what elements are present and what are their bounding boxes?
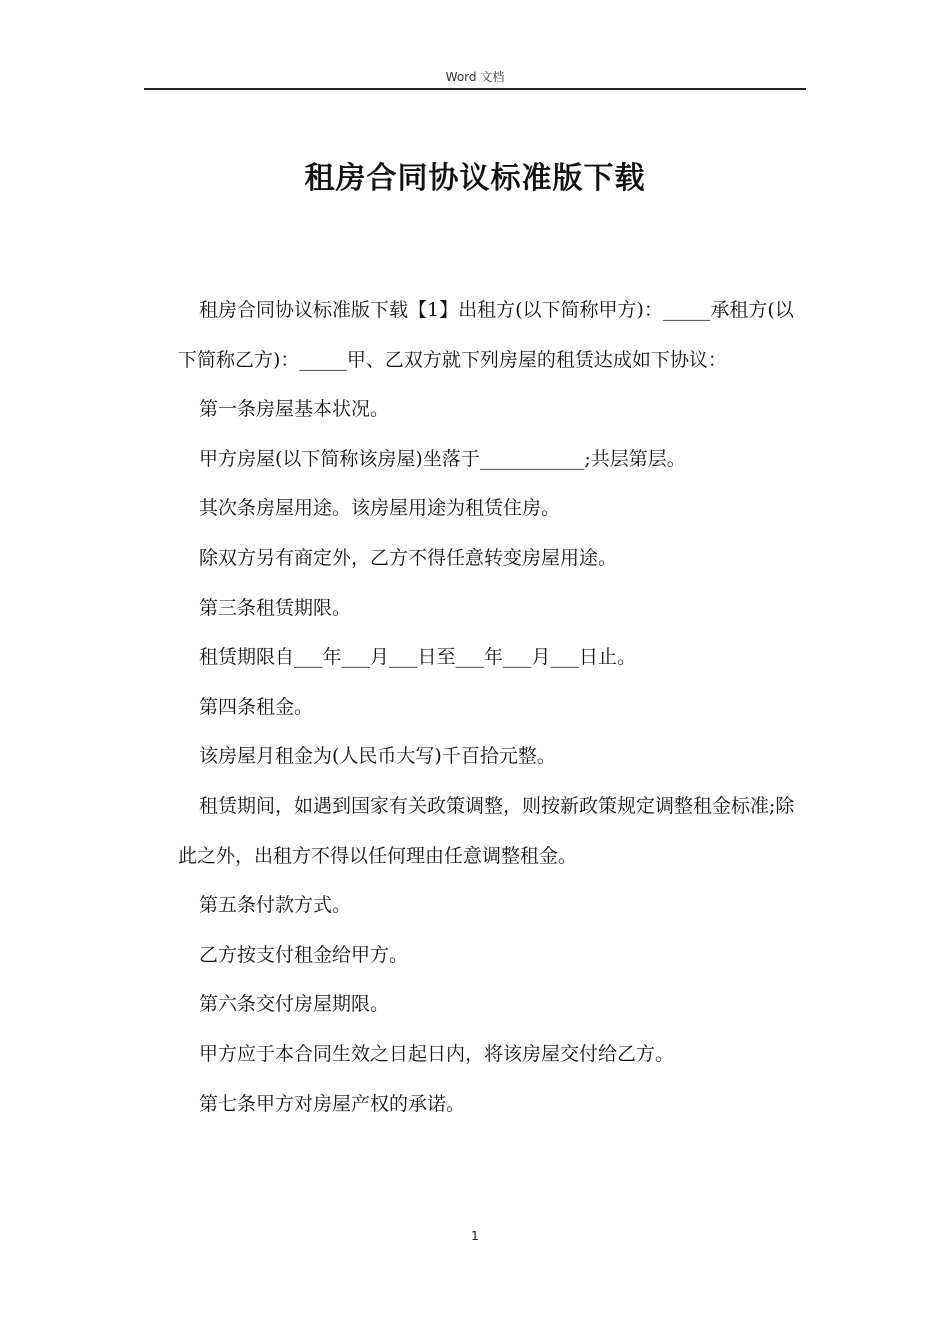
document-body xyxy=(178,286,808,1129)
document-title: 租房合同协议标准版下载 xyxy=(304,161,646,196)
paragraph-monthly-rent: 该房屋月租金为(人民币大写)千百拾元整。 xyxy=(199,745,556,768)
paragraph-rent-adjustment: 租赁期间，如遇到国家有关政策调整，则按新政策规定调整租金标准;除此之外，出租方不得以任何理由任意调整租金。 xyxy=(178,794,795,867)
paragraph-article-7-heading: 第七条甲方对房屋产权的承诺。 xyxy=(199,1092,466,1115)
header-label: Word 文档 xyxy=(445,70,505,84)
paragraph-usage-restriction: 除双方另有商定外，乙方不得任意转变房屋用途。 xyxy=(199,546,618,569)
paragraph-article-5-heading: 第五条付款方式。 xyxy=(199,894,352,917)
page-header xyxy=(144,66,806,90)
paragraph-article-2-usage: 其次条房屋用途。该房屋用途为租赁住房。 xyxy=(199,497,561,520)
paragraph-delivery: 甲方应于本合同生效之日起日内，将该房屋交付给乙方。 xyxy=(199,1042,675,1065)
paragraph-article-1-heading: 第一条房屋基本状况。 xyxy=(199,398,390,421)
paragraph-payment: 乙方按支付租金给甲方。 xyxy=(199,943,409,966)
paragraph-article-4-heading: 第四条租金。 xyxy=(199,695,314,718)
paragraph-article-3-heading: 第三条租赁期限。 xyxy=(199,596,352,619)
paragraph-lease-term: 租赁期限自___年___月___日至___年___月___日止。 xyxy=(199,646,637,669)
paragraph-intro: 租房合同协议标准版下载【1】出租方(以下简称甲方)：_____承租方(以下简称乙方)：_____甲、乙双方就下列房屋的租赁达成如下协议： xyxy=(178,299,794,371)
page-number: 1 xyxy=(471,1229,479,1243)
paragraph-article-6-heading: 第六条交付房屋期限。 xyxy=(199,993,390,1016)
paragraph-property-location: 甲方房屋(以下简称该房屋)坐落于___________;共层第层。 xyxy=(199,447,686,470)
